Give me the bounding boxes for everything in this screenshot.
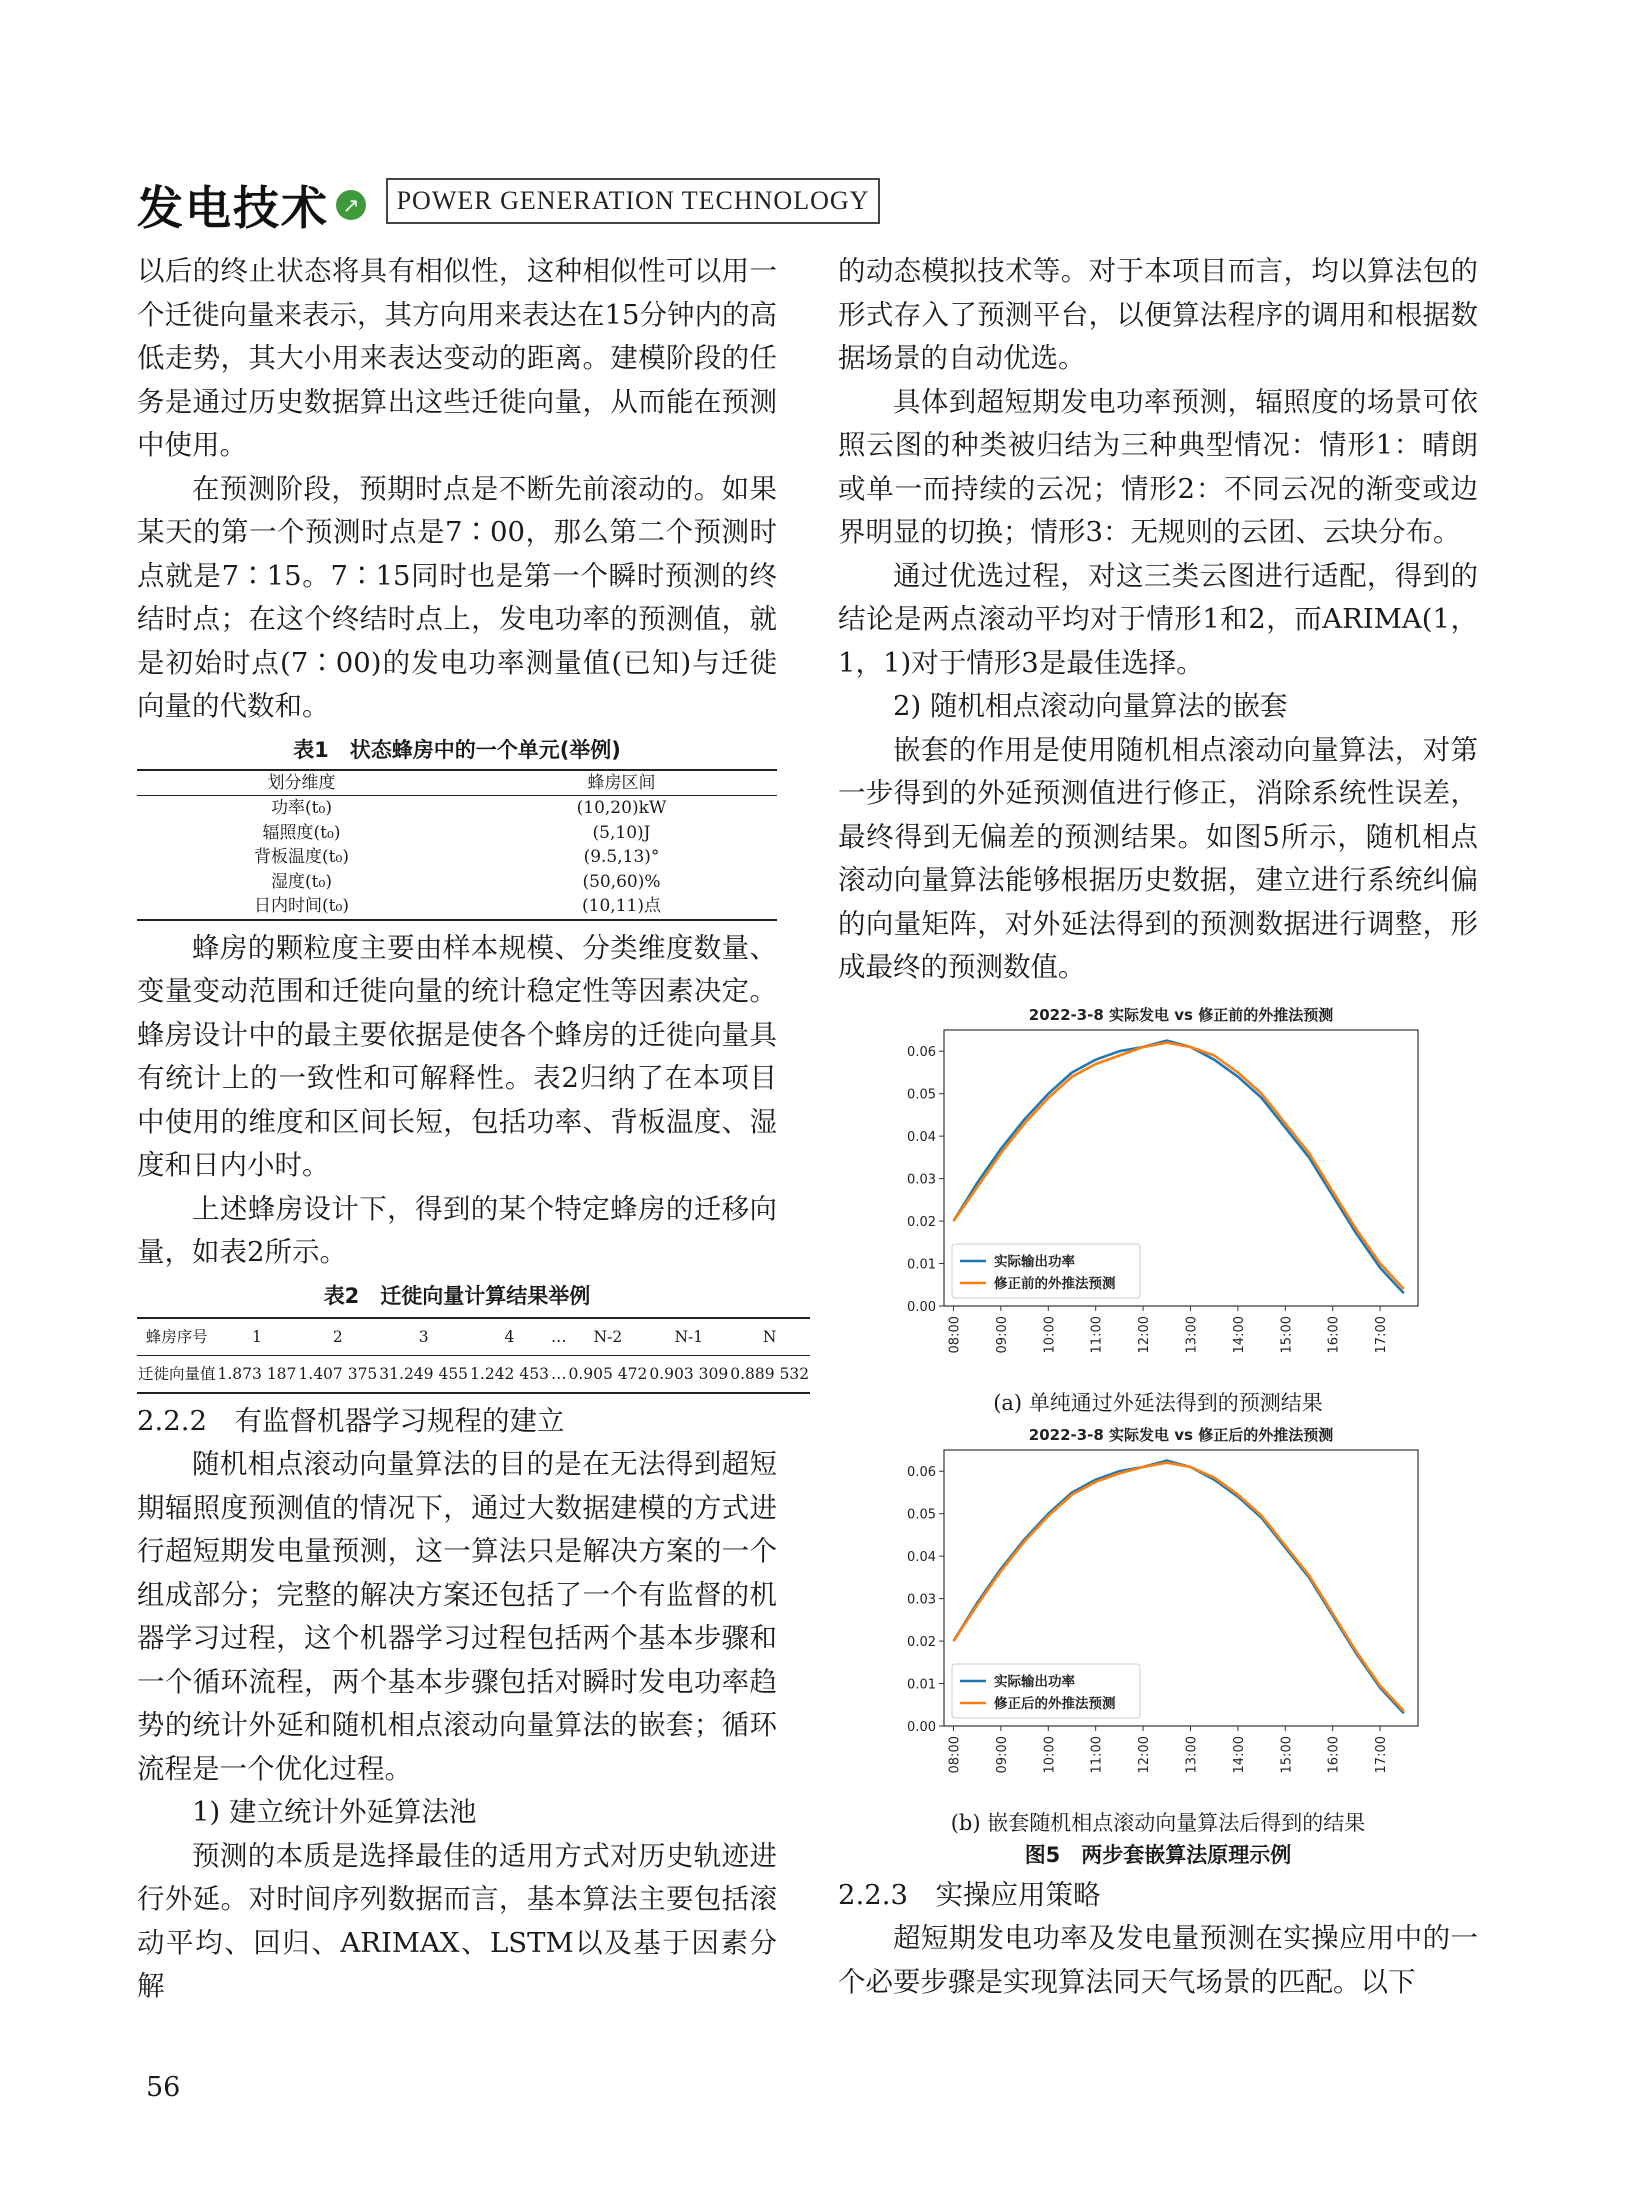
y-tick-label: 0.06 — [907, 1464, 936, 1480]
right-paragraph-5: 超短期发电功率及发电量预测在实操应用中的一个必要步骤是实现算法同天气场景的匹配。以下 — [838, 1922, 1478, 1998]
table1-header: 划分维度 — [267, 772, 336, 793]
x-tick-label: 10:00 — [1042, 1315, 1058, 1353]
table2-header: N — [762, 1327, 777, 1346]
table-row — [137, 894, 777, 920]
x-tick-label: 16:00 — [1326, 1735, 1342, 1773]
right-paragraph-2: 具体到超短期发电功率预测，辐照度的场景可依照云图的种类被归结为三种典型情况：情形1：晴朗或单一而持续的云况；情形2：不同云况的渐变或边界明显的切换；情形3：无规则的云团、云块分布。 — [838, 385, 1478, 548]
table-row — [137, 821, 777, 846]
y-tick-label: 0.03 — [907, 1172, 936, 1188]
table-cell: 0.889 532 — [730, 1364, 810, 1383]
y-tick-label: 0.06 — [907, 1044, 936, 1060]
x-tick-label: 09:00 — [994, 1735, 1010, 1773]
left-paragraph-6: 预测的本质是选择最佳的适用方式对历史轨迹进行外延。对时间序列数据而言，基本算法主要包括滚动平均、回归、ARIMAX、LSTM以及基于因素分解 — [137, 1839, 777, 2002]
chart-title: 2022-3-8 实际发电 vs 修正后的外推法预测 — [1028, 1425, 1334, 1444]
table1-header: 蜂房区间 — [587, 772, 656, 793]
legend-label: 修正前的外推法预测 — [994, 1275, 1116, 1292]
x-tick-label: 13:00 — [1184, 1315, 1200, 1353]
x-tick-label: 13:00 — [1184, 1735, 1200, 1773]
table-cell: (5,10)J — [592, 822, 651, 843]
x-tick-label: 11:00 — [1089, 1315, 1105, 1353]
figure-5-caption: 图5 两步套嵌算法原理示例 — [1024, 1842, 1292, 1867]
table-cell: (9.5,13)° — [583, 847, 660, 867]
table2-caption: 表2 迁徙向量计算结果举例 — [323, 1283, 591, 1308]
x-tick-label: 09:00 — [994, 1315, 1010, 1353]
right-paragraph-1: 的动态模拟技术等。对于本项目而言，均以算法包的形式存入了预测平台，以便算法程序的调用和根据数据场景的自动优选。 — [838, 255, 1478, 374]
y-tick-label: 0.04 — [907, 1549, 936, 1565]
table2-header: 3 — [418, 1327, 429, 1346]
table-cell: 1.873 187 — [217, 1364, 297, 1383]
table-cell: … — [550, 1364, 567, 1383]
table-cell: 功率(t₀) — [271, 798, 332, 818]
chart-a — [878, 1000, 1438, 1386]
x-tick-label: 16:00 — [1326, 1315, 1342, 1353]
table-cell: 迁徙向量值 — [138, 1364, 216, 1383]
x-tick-label: 12:00 — [1137, 1315, 1153, 1353]
table2-header: 蜂房序号 — [145, 1327, 208, 1346]
figure-a-caption: (a) 单纯通过外延法得到的预测结果 — [993, 1390, 1323, 1415]
table-row — [137, 870, 777, 895]
x-tick-label: 17:00 — [1374, 1315, 1390, 1353]
table-cell: 0.905 472 — [568, 1364, 648, 1383]
right-column — [838, 250, 1478, 2004]
y-tick-label: 0.02 — [907, 1214, 936, 1230]
x-tick-label: 15:00 — [1279, 1315, 1295, 1353]
legend-label: 修正后的外推法预测 — [994, 1695, 1116, 1712]
right-paragraph-3: 通过优选过程，对这三类云图进行适配，得到的结论是两点滚动平均对于情形1和2，而ARIMA(1，1，1)对于情形3是最佳选择。 — [838, 559, 1478, 679]
subheading-2: 2) 随机相点滚动向量算法的嵌套 — [893, 690, 1288, 722]
x-tick-label: 12:00 — [1137, 1735, 1153, 1773]
table-cell: (10,20)kW — [576, 798, 667, 818]
table-cell: 31.249 455 — [379, 1364, 469, 1383]
table-cell: (50,60)% — [582, 871, 661, 892]
legend-label: 实际输出功率 — [994, 1673, 1075, 1690]
right-paragraph-4: 嵌套的作用是使用随机相点滚动向量算法，对第一步得到的外延预测值进行修正，消除系统性误差，最终得到无偏差的预测结果。如图5所示，随机相点滚动向量算法能够根据历史数据，建立进行系统纠偏的向量矩阵，对外延法得到的预测数据进行调整，形成最终的预测数值。 — [838, 733, 1478, 983]
y-tick-label: 0.00 — [907, 1719, 936, 1735]
table-cell: (10,11)点 — [582, 896, 661, 916]
x-tick-label: 14:00 — [1231, 1735, 1247, 1773]
journal-english-title: POWER GENERATION TECHNOLOGY — [386, 178, 880, 224]
table2-header: N-2 — [593, 1327, 623, 1346]
table-cell: 1.242 453 — [470, 1364, 549, 1383]
table-cell: 0.903 309 — [649, 1364, 729, 1383]
journal-title: 发电技术 — [137, 181, 329, 235]
left-column — [137, 250, 810, 2009]
table-cell: 日内时间(t₀) — [254, 896, 349, 916]
table1 — [137, 769, 777, 921]
table1-caption: 表1 状态蜂房中的一个单元(举例) — [293, 737, 621, 762]
left-paragraph-3: 蜂房的颗粒度主要由样本规模、分类维度数量、变量变动范围和迁徙向量的统计稳定性等因素决定。蜂房设计中的最主要依据是使各个蜂房的迁徙向量具有统计上的一致性和可解释性。表2归纳了在本项目中使用的维度和区间长短，包括功率、背板温度、湿度和日内小时。 — [137, 931, 777, 1181]
table-cell: 1.407 375 — [298, 1364, 378, 1383]
x-tick-label: 17:00 — [1374, 1735, 1390, 1773]
y-tick-label: 0.03 — [907, 1592, 936, 1608]
x-tick-label: 08:00 — [947, 1735, 963, 1773]
legend-label: 实际输出功率 — [994, 1253, 1075, 1270]
y-tick-label: 0.02 — [907, 1634, 936, 1650]
table2-header: 2 — [332, 1327, 343, 1346]
table2-header: N-1 — [674, 1327, 704, 1346]
left-paragraph-2: 在预测阶段，预期时点是不断先前滚动的。如果某天的第一个预测时点是7∶00，那么第二个预测时点就是7∶15。7∶15同时也是第一个瞬时预测的终结时点；在这个终结时点上，发电功率的预测值，就是初始时点(7∶00)的发电功率测量值(已知)与迁徙向量的代数和。 — [137, 472, 777, 722]
x-tick-label: 15:00 — [1279, 1735, 1295, 1773]
table-row — [137, 845, 777, 870]
x-tick-label: 14:00 — [1231, 1315, 1247, 1353]
y-tick-label: 0.01 — [907, 1257, 936, 1273]
table2-header: … — [550, 1327, 567, 1346]
section-heading-2-2-2: 2.2.2 有监督机器学习规程的建立 — [137, 1404, 565, 1437]
left-paragraph-4: 上述蜂房设计下，得到的某个特定蜂房的迁移向量，如表2所示。 — [137, 1192, 777, 1268]
figure-b-caption: (b) 嵌套随机相点滚动向量算法后得到的结果 — [950, 1810, 1366, 1835]
table-cell: 湿度(t₀) — [271, 871, 332, 892]
table-row — [137, 1355, 810, 1393]
section-heading-2-2-3: 2.2.3 实操应用策略 — [838, 1878, 1101, 1911]
chart-title: 2022-3-8 实际发电 vs 修正前的外推法预测 — [1028, 1005, 1334, 1024]
table2-header: 4 — [504, 1327, 515, 1346]
left-paragraph-5: 随机相点滚动向量算法的目的是在无法得到超短期辐照度预测值的情况下，通过大数据建模的方式进行超短期发电量预测，这一算法只是解决方案的一个组成部分；完整的解决方案还包括了一个有监督的机器学习过程，这个机器学习过程包括两个基本步骤和一个循环流程，两个基本步骤包括对瞬时发电功率趋势的统计外延和随机相点滚动向量算法的嵌套；循环流程是一个优化过程。 — [137, 1448, 777, 1785]
page-number: 56 — [146, 2072, 181, 2103]
x-tick-label: 08:00 — [947, 1315, 963, 1353]
y-tick-label: 0.00 — [907, 1299, 936, 1315]
arrow-icon: ↗ — [336, 190, 366, 220]
table-cell: 背板温度(t₀) — [254, 847, 349, 867]
subheading-1: 1) 建立统计外延算法池 — [192, 1796, 477, 1828]
y-tick-label: 0.01 — [907, 1677, 936, 1693]
table2-header: 1 — [252, 1327, 262, 1346]
x-tick-label: 11:00 — [1089, 1735, 1105, 1773]
y-tick-label: 0.05 — [907, 1507, 936, 1523]
table-cell: 辐照度(t₀) — [262, 822, 341, 843]
y-tick-label: 0.04 — [907, 1129, 936, 1145]
chart-b — [878, 1420, 1438, 1806]
y-tick-label: 0.05 — [907, 1087, 936, 1103]
left-paragraph-1: 以后的终止状态将具有相似性，这种相似性可以用一个迁徙向量来表示，其方向用来表达在15分钟内的高低走势，其大小用来表达变动的距离。建模阶段的任务是通过历史数据算出这些迁徙向量，从而能在预测中使用。 — [137, 255, 777, 461]
table2 — [137, 1317, 810, 1394]
x-tick-label: 10:00 — [1042, 1735, 1058, 1773]
table-row — [137, 796, 777, 821]
